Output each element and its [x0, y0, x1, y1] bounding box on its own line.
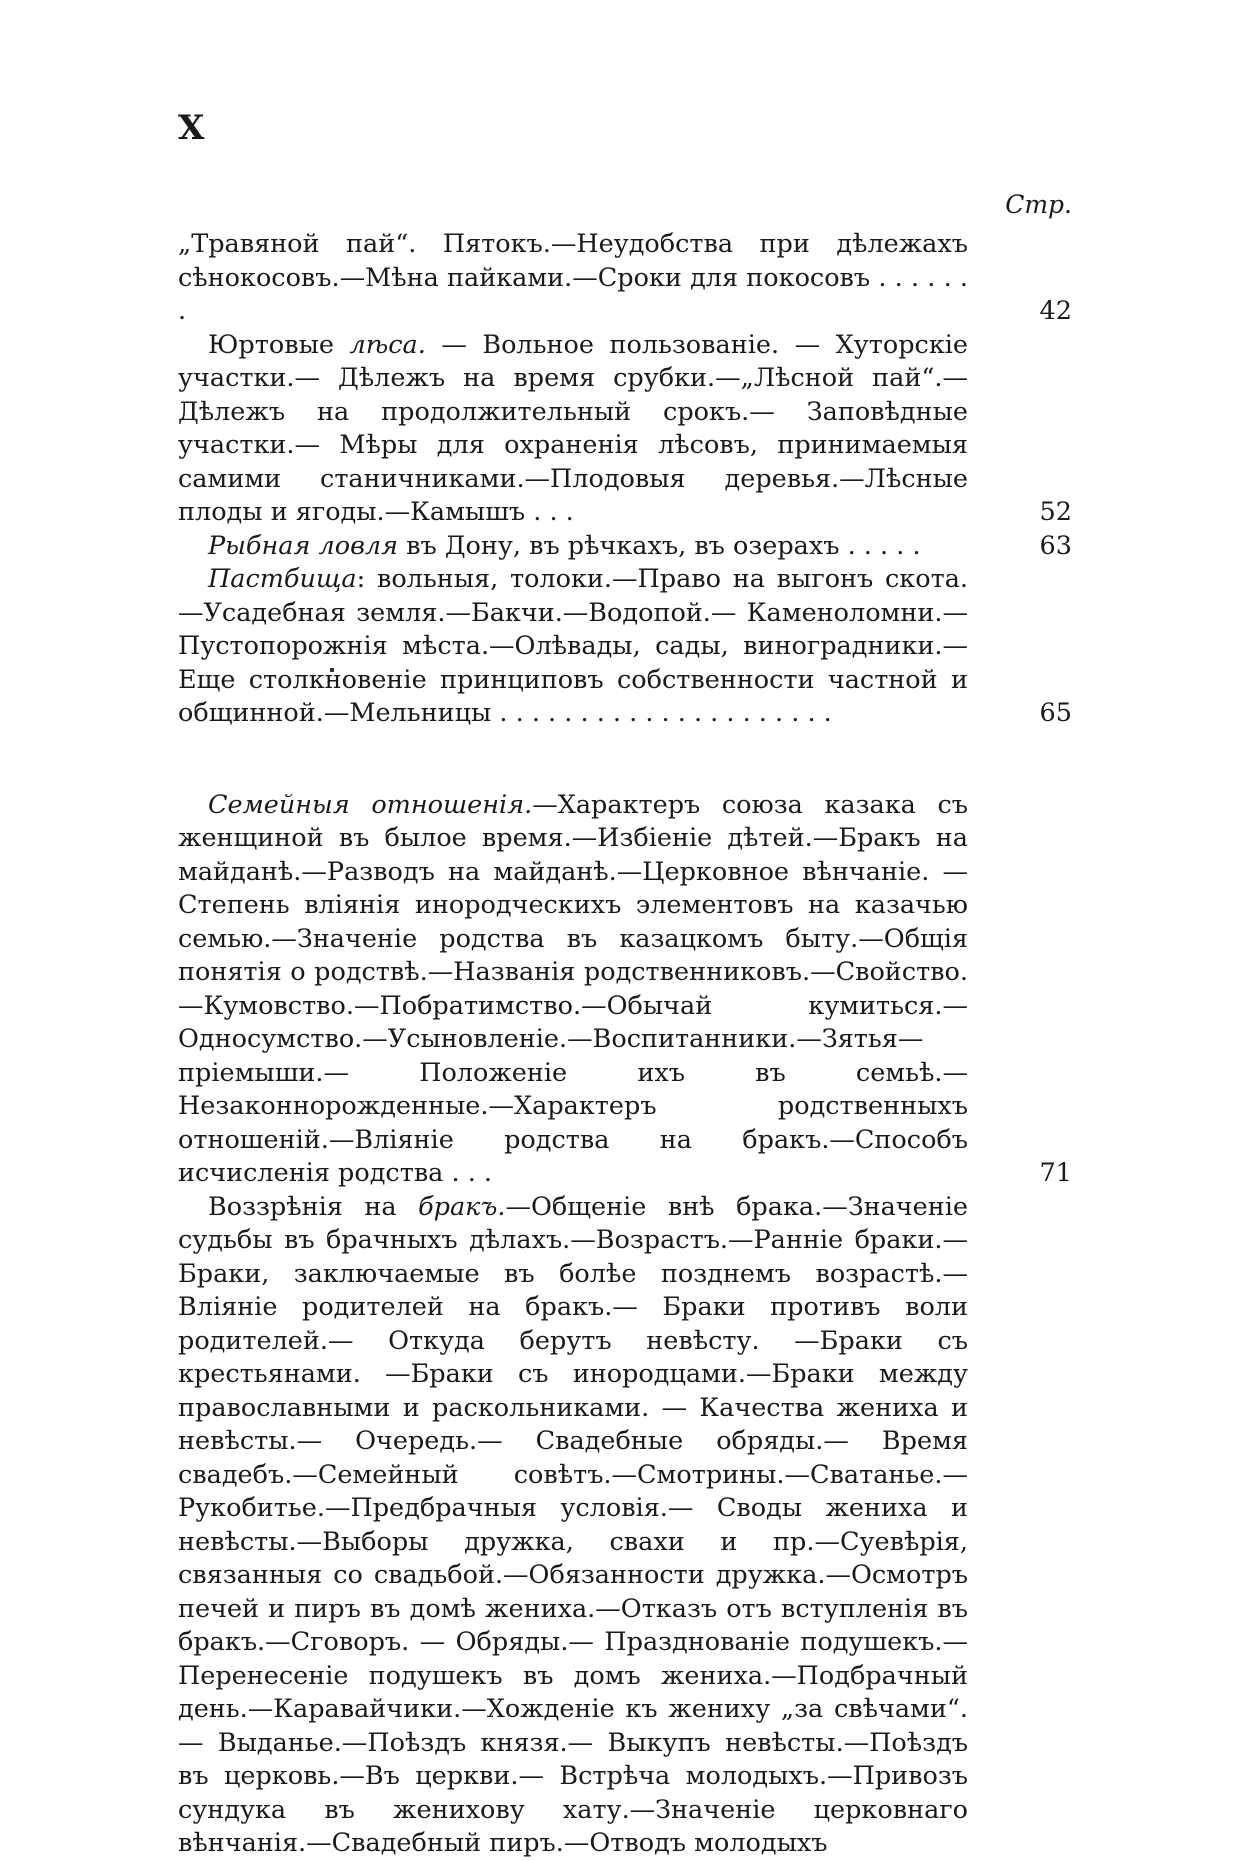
entry-text-cont: : вольныя, толоки.—Право на выгонъ скота.—Усадебная земля.—Бакчи.—Водопой.— Каменоломни.— Пустопорожнія мѣста.—Олѣвады, сады, виноградники.—Еще столкновеніе принциповъ собственности частной и общинной.—Мельницы . . . . . . . . . . . . . . . . . . . . .: [178, 564, 968, 728]
section-gap: [178, 731, 1072, 789]
entry-topic: Рыбная ловля: [208, 530, 399, 561]
entry-page-number: 65: [1039, 698, 1072, 728]
entry-page-number: 63: [1039, 530, 1072, 561]
entry-text-cont: —Общеніе внѣ брака.—Значеніе судьбы въ брачныхъ дѣлахъ.—Возрастъ.—Ранніе браки.—Браки, заключаемые въ болѣе позднемъ возрастѣ.—Вліяніе родителей на бракъ.— Браки противъ воли родителей.— Откуда берутъ невѣсту. —Браки съ крестьянами. —Браки съ инородцами.—Браки между православными и раскольниками. — Качества жениха и невѣсты.— Очередь.— Свадебные обряды.— Время свадебъ.—Семейный совѣтъ.—Смотрины.—Сватанье.— Рукобитье.—Предбрачныя условія.— Своды жениха и невѣсты.—Выборы дружка, свахи и пр.—Суевѣрія, связанныя со свадьбой.—Обязанности дружка.—Осмотръ печей и пиръ въ домѣ жениха.—Отказъ отъ вступленія въ бракъ.—Сговоръ. — Обряды.— Празднованіе подушекъ.— Перенесеніе подушекъ въ домъ жениха.—Подбрачный день.—Каравайчики.—Хожденіе къ жениху „за свѣчами“.— Выданье.—Поѣздъ князя.— Выкупъ невѣсты.—Поѣздъ въ церковь.—Въ церкви.— Встрѣча молодыхъ.—Привозъ сундука въ женихову хату.—Значеніе церковнаго вѣнчанія.—Свадебный пиръ.—Отводъ молодыхъ: [178, 1191, 968, 1858]
entry-text: „Травяной пай“. Пятокъ.—Неудобства при дѣлежахъ сѣнокосовъ.—Мѣна пайками.—Сроки для покосовъ . . . . . . .: [178, 229, 968, 326]
entry-text: Юртовые: [208, 329, 350, 360]
entry-topic: лѣса.: [349, 329, 426, 360]
entry-topic: Пастбища: [208, 564, 357, 594]
entry-topic: бракъ.: [418, 1191, 506, 1222]
entry-page-number: 71: [1039, 1158, 1072, 1188]
entry-topic: Семейныя отношенія.: [208, 789, 533, 820]
table-of-contents: [178, 228, 1072, 1861]
page-marker: X: [178, 108, 206, 148]
entry-text-cont: въ Дону, въ рѣчкахъ, въ озерахъ . . . . .: [398, 530, 921, 561]
entry-page-number: 52: [1039, 497, 1072, 527]
toc-entry-marriage-views: [178, 1191, 1072, 1861]
entry-text-cont: — Вольное пользованіе. — Хуторскіе участки.— Дѣлежъ на время срубки.—„Лѣсной пай“.— Дѣлежъ на продолжительный срокъ.— Заповѣдные участки.— Мѣры для охраненія лѣсовъ, принимаемыя самими станичниками.—Плодовыя деревья.—Лѣсные плоды и ягоды.—Камышъ . . .: [178, 329, 969, 527]
entry-text-cont: —Характеръ союза казака съ женщиной въ былое время.—Избіеніе дѣтей.—Бракъ на майданѣ.—Разводъ на майданѣ.—Церковное вѣнчаніе. — Степень вліянія инородческихъ элементовъ на казачью семью.—Значеніе родства въ казацкомъ быту.—Общія понятія о родствѣ.—Названія родственниковъ.—Свойство.—Кумовство.—Побратимство.—Обычай кумиться.—Односумство.—Усыновленіе.—Воспитанники.—Зятья—пріемыши.— Положеніе ихъ въ семьѣ.— Незаконнорожденные.—Характеръ родственныхъ отношеній.—Вліяніе родства на бракъ.—Способъ исчисленія родства . . .: [178, 789, 968, 1188]
toc-entry-fishing: [178, 530, 1072, 564]
toc-entry-hayfields: [178, 228, 1072, 329]
page-column-header: Стр.: [1005, 190, 1072, 219]
toc-entry-pastures: [178, 563, 1072, 731]
toc-entry-forests: [178, 329, 1072, 530]
entry-page-number: 42: [1039, 296, 1072, 326]
toc-entry-family-relations: [178, 789, 1072, 1191]
entry-text: Воззрѣнія на: [208, 1191, 419, 1222]
